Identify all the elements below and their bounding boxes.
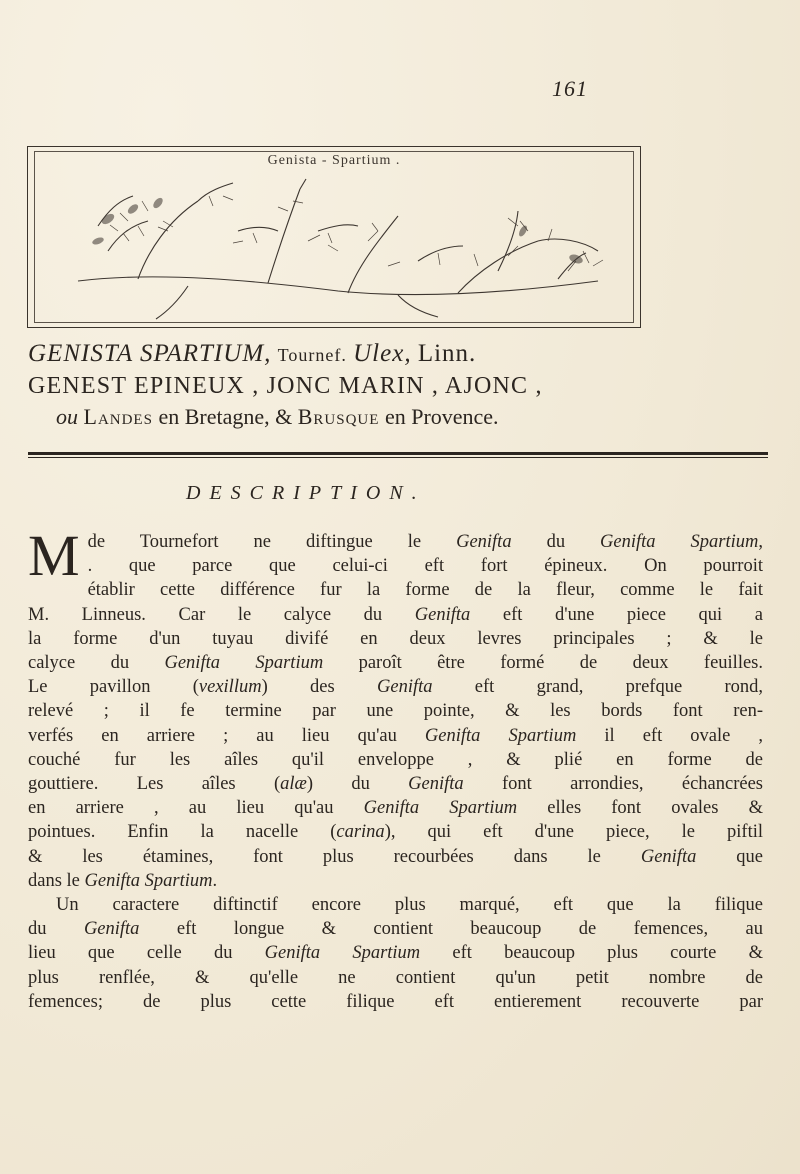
text-line: gouttiere. Les aîles (alæ) du Genifta font arrondies, échancrées <box>28 774 763 795</box>
text-line: dans le Genifta Spartium. <box>28 870 218 891</box>
regional-ou: ou <box>56 404 78 429</box>
text-line: en arriere , au lieu qu'au Genifta Spartium elles font ovales & <box>28 798 763 819</box>
genus-name: GENISTA SPARTIUM, <box>28 340 272 367</box>
text-line: couché fur les aîles qu'il enveloppe , & plié en forme de <box>28 749 763 770</box>
text-line: Le pavillon (vexillum) des Genifta eft grand, prefque rond, <box>28 677 763 698</box>
text-line: femences; de plus cette filique eft entierement recouverte par <box>28 991 763 1012</box>
linnaeus-abbrev: Linn. <box>417 340 477 367</box>
text-line: verfés en arriere ; au lieu qu'au Genifta Spartium il eft ovale , <box>28 725 763 746</box>
text-line: pointues. Enfin la nacelle (carina), qui eft d'une piece, le piftil <box>28 822 763 843</box>
regional-provence: en Provence. <box>384 404 499 429</box>
text-line: calyce du Genifta Spartium paroît être formé de deux feuilles. <box>28 653 763 674</box>
section-rule <box>28 452 768 455</box>
regional-brusque: Brusque <box>297 404 380 429</box>
text-line: relevé ; il fe termine par une pointe, & les bords font ren- <box>28 701 763 722</box>
synonym-name: Ulex, <box>353 340 412 367</box>
regional-landes: Landes <box>83 404 153 429</box>
text-line: du Genifta eft longue & contient beaucoup de femences, au <box>28 919 764 940</box>
text-line: . que parce que celui-ci eft fort épineux. On pourroit <box>87 556 763 577</box>
page-number: 161 <box>552 76 588 101</box>
text-line: de Tournefort ne diftingue le Genifta du Genifta Spartium, <box>87 532 763 552</box>
text-line: M. Linneus. Car le calyce du Genifta eft d'une piece qui a <box>28 604 763 625</box>
text-line: & les étamines, font plus recourbées dans le Genifta que <box>28 846 763 867</box>
drop-cap: M <box>28 523 80 588</box>
text-line: établir cette différence fur la forme de la fleur, comme le fait <box>87 580 763 601</box>
gorse-illustration <box>38 171 628 321</box>
text-line: lieu que celle du Genifta Spartium eft beaucoup plus courte & <box>28 943 763 964</box>
plate-caption: Genista - Spartium . <box>267 153 401 168</box>
description-text <box>28 523 764 1014</box>
author-abbrev: Tournef. <box>277 345 347 365</box>
common-names: GENEST EPINEUX , JONC MARIN , AJONC , <box>28 373 543 399</box>
regional-bretagne: en Bretagne, & <box>158 404 293 429</box>
text-line: Un caractere diftinctif encore plus marqué, eft que la filique <box>56 895 763 916</box>
regional-names <box>56 404 796 430</box>
text-line: la forme d'un tuyau divifé en deux levres principales ; & le <box>28 628 763 649</box>
section-heading: DESCRIPTION. <box>186 482 426 504</box>
text-line: plus renflée, & qu'elle ne contient qu'un petit nombre de <box>28 967 763 988</box>
botanical-plate <box>27 146 641 328</box>
species-title <box>28 340 768 368</box>
